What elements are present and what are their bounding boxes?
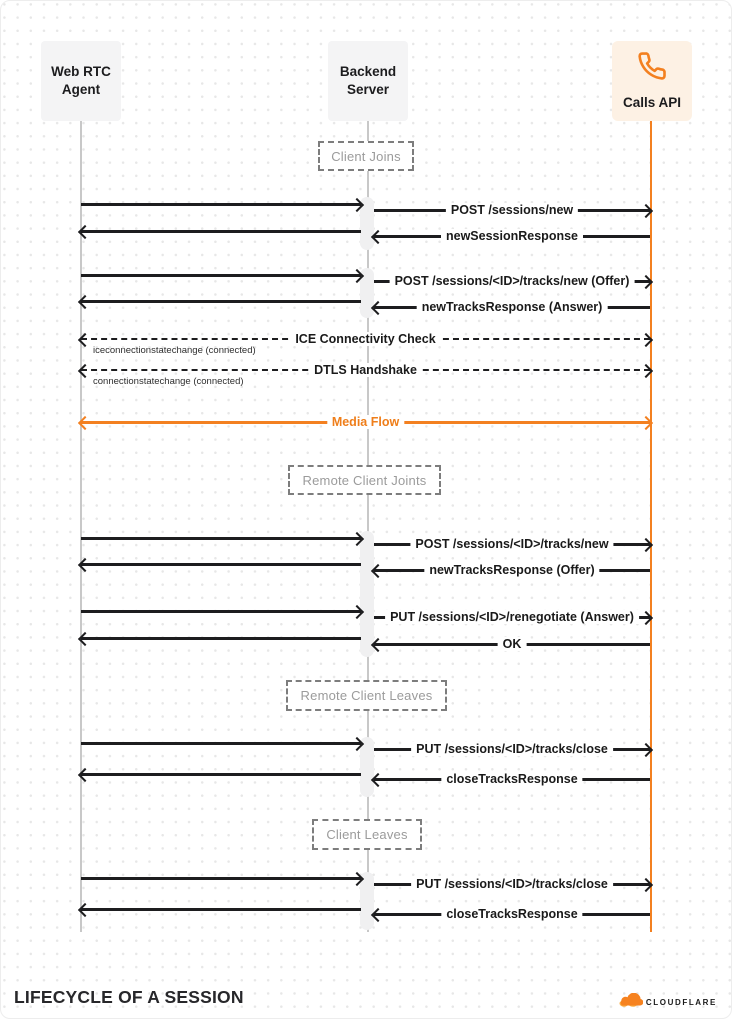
message-label: newTracksResponse (Offer) bbox=[424, 563, 599, 577]
phase-label: Client Joins bbox=[331, 148, 401, 164]
arrow-callsapi-to-backend bbox=[374, 300, 650, 315]
message-label: DTLS Handshake bbox=[309, 363, 422, 377]
arrow-webrtc-to-backend bbox=[81, 274, 361, 277]
arrow-backend-to-callsapi bbox=[374, 877, 650, 892]
arrow-webrtc-to-backend bbox=[81, 537, 361, 540]
arrow-backend-to-callsapi bbox=[374, 203, 650, 218]
arrow-ice-connectivity-check bbox=[81, 331, 650, 346]
message-label: OK bbox=[498, 637, 527, 651]
arrow-backend-to-callsapi bbox=[374, 537, 650, 552]
cloudflare-cloud-icon bbox=[618, 993, 643, 1012]
message-label: POST /sessions/<ID>/tracks/new (Offer) bbox=[390, 274, 635, 288]
phase-remote-client-leaves bbox=[286, 680, 447, 711]
lifeline-calls-api bbox=[650, 120, 653, 932]
arrow-dtls-handshake bbox=[81, 362, 650, 377]
arrow-webrtc-to-backend bbox=[81, 610, 361, 613]
event-note-connectionstatechange: connectionstatechange (connected) bbox=[93, 376, 244, 387]
activation-bar bbox=[360, 531, 374, 657]
message-label: ICE Connectivity Check bbox=[290, 332, 440, 346]
actor-label: Calls API bbox=[622, 95, 682, 111]
message-label: POST /sessions/new bbox=[446, 203, 578, 217]
actor-calls-api bbox=[612, 41, 692, 121]
arrow-webrtc-to-backend bbox=[81, 877, 361, 880]
message-label: Media Flow bbox=[327, 415, 404, 429]
actor-label: Backend bbox=[339, 64, 397, 80]
cloudflare-wordmark: CLOUDFLARE bbox=[645, 998, 717, 1007]
message-label: newTracksResponse (Answer) bbox=[417, 300, 608, 314]
actor-webrtc-agent bbox=[41, 41, 121, 121]
arrow-backend-to-webrtc bbox=[81, 563, 361, 566]
phase-client-joins bbox=[318, 141, 414, 171]
message-label: POST /sessions/<ID>/tracks/new bbox=[410, 537, 613, 551]
message-label: PUT /sessions/<ID>/tracks/close bbox=[411, 742, 613, 756]
phase-remote-client-joints bbox=[288, 465, 441, 495]
actor-backend-server bbox=[328, 41, 408, 121]
phone-icon bbox=[637, 51, 667, 86]
arrow-backend-to-webrtc bbox=[81, 908, 361, 911]
message-label: PUT /sessions/<ID>/renegotiate (Answer) bbox=[385, 610, 639, 624]
page-title: LIFECYCLE OF A SESSION bbox=[14, 987, 244, 1007]
arrow-media-flow bbox=[81, 415, 650, 430]
phase-label: Remote Client Joints bbox=[302, 472, 427, 488]
actor-label: Server bbox=[346, 82, 390, 97]
message-label: closeTracksResponse bbox=[441, 772, 582, 786]
arrow-backend-to-callsapi bbox=[374, 610, 650, 625]
arrow-webrtc-to-backend bbox=[81, 742, 361, 745]
message-label: closeTracksResponse bbox=[441, 907, 582, 921]
event-note-iceconnectionstatechange: iceconnectionstatechange (connected) bbox=[93, 345, 256, 356]
arrow-callsapi-to-backend bbox=[374, 907, 650, 922]
arrow-callsapi-to-backend bbox=[374, 229, 650, 244]
actor-label: Web RTC bbox=[51, 64, 111, 80]
message-label: newSessionResponse bbox=[441, 229, 583, 243]
activation-bar bbox=[360, 737, 374, 797]
cloudflare-logo bbox=[618, 993, 717, 1012]
phase-client-leaves bbox=[312, 819, 422, 850]
arrow-callsapi-to-backend bbox=[374, 772, 650, 787]
arrow-backend-to-callsapi bbox=[374, 742, 650, 757]
arrow-callsapi-to-backend bbox=[374, 563, 650, 578]
phase-label: Client Leaves bbox=[326, 827, 408, 842]
message-label: PUT /sessions/<ID>/tracks/close bbox=[411, 877, 613, 891]
phase-label: Remote Client Leaves bbox=[300, 688, 433, 703]
arrow-backend-to-callsapi bbox=[374, 274, 650, 289]
lifeline-webrtc-agent bbox=[80, 120, 82, 932]
arrow-webrtc-to-backend bbox=[81, 203, 361, 206]
arrow-backend-to-webrtc bbox=[81, 230, 361, 233]
arrow-backend-to-webrtc bbox=[81, 300, 361, 303]
arrow-backend-to-webrtc bbox=[81, 637, 361, 640]
arrow-callsapi-to-backend bbox=[374, 637, 650, 652]
actor-label: Agent bbox=[61, 82, 101, 97]
arrow-backend-to-webrtc bbox=[81, 773, 361, 776]
